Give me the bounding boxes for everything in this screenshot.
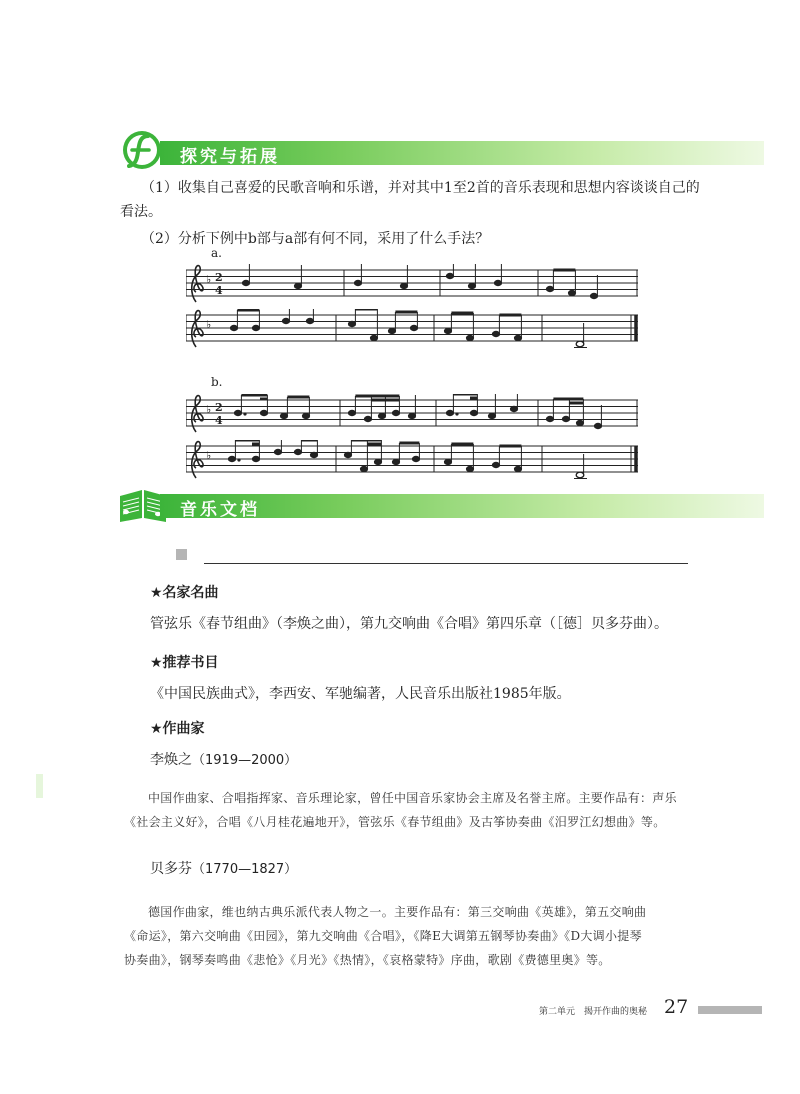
svg-text:♭: ♭ bbox=[206, 403, 212, 416]
page-number: 27 bbox=[664, 996, 689, 1018]
explore-banner bbox=[160, 141, 764, 165]
composer-bio-line: 协奏曲》，钢琴奏鸣曲《悲怆》《月光》《热情》，《哀格蒙特》序曲，歌剧《费德里奥》等。 bbox=[124, 953, 611, 967]
svg-text:♭: ♭ bbox=[206, 273, 212, 286]
footer-unit-text: 第二单元 揭开作曲的奥秘 bbox=[539, 1007, 648, 1017]
svg-text:4: 4 bbox=[215, 284, 223, 297]
score-label-a: a. bbox=[211, 246, 222, 260]
music-doc-title: 音乐文档 bbox=[180, 500, 260, 520]
score-label-b: b. bbox=[211, 375, 223, 389]
svg-text:♭: ♭ bbox=[206, 318, 212, 331]
divider bbox=[204, 563, 688, 564]
svg-text:2: 2 bbox=[215, 401, 223, 414]
svg-text:♭: ♭ bbox=[206, 449, 212, 462]
composer-name: 贝多芬 bbox=[150, 861, 192, 877]
footer-bar bbox=[698, 1006, 762, 1014]
question-2: （2）分析下例中b部与a部有何不同，采用了什么手法？ bbox=[141, 231, 490, 247]
composer-bio-line: 《命运》，第六交响曲《田园》，第九交响曲《合唱》，《降E大调第五钢琴协奏曲》《D大调小提琴 bbox=[124, 929, 642, 943]
composer-years: （1919—2000） bbox=[192, 753, 298, 768]
famous-works-heading: ★名家名曲 bbox=[150, 585, 219, 601]
composer-bio-line: 《社会主义好》，合唱《八月桂花遍地开》，管弦乐《春节组曲》及古筝协奏曲《汨罗江幻想曲》等。 bbox=[124, 815, 666, 829]
composer-name-line bbox=[150, 749, 297, 769]
music-staff bbox=[186, 440, 638, 480]
question-1-line-1: （1）收集自己喜爱的民歌音响和乐谱，并对其中1至2首的音乐表现和思想内容谈谈自己的 bbox=[141, 180, 700, 196]
music-doc-banner bbox=[160, 494, 764, 518]
books-heading: ★推荐书目 bbox=[150, 655, 219, 671]
composer-heading: ★作曲家 bbox=[150, 721, 205, 737]
books-text: 《中国民族曲式》，李西安、军驰编著，人民音乐出版社1985年版。 bbox=[150, 686, 571, 702]
svg-text:4: 4 bbox=[215, 414, 223, 427]
composer-bio-line: 中国作曲家、合唱指挥家、音乐理论家，曾任中国音乐家协会主席及名誉主席。主要作品有：声乐 bbox=[148, 791, 677, 805]
svg-text:2: 2 bbox=[215, 271, 223, 284]
composer-years: （1770—1827） bbox=[192, 862, 298, 877]
music-staff bbox=[186, 309, 638, 349]
music-staff bbox=[186, 394, 638, 434]
composer-name: 李焕之 bbox=[150, 752, 192, 768]
question-1-line-2: 看法。 bbox=[120, 204, 162, 220]
composer-name-line bbox=[150, 858, 297, 878]
square-marker-icon bbox=[176, 549, 187, 560]
composer-bio-line: 德国作曲家，维也纳古典乐派代表人物之一。主要作品有：第三交响曲《英雄》，第五交响曲 bbox=[148, 905, 647, 919]
music-staff bbox=[186, 264, 638, 304]
explore-title: 探究与拓展 bbox=[180, 147, 280, 167]
margin-marker bbox=[36, 774, 43, 798]
famous-works-text: 管弦乐《春节组曲》（李焕之曲），第九交响曲《合唱》第四乐章（［德］贝多芬曲）。 bbox=[150, 616, 668, 632]
